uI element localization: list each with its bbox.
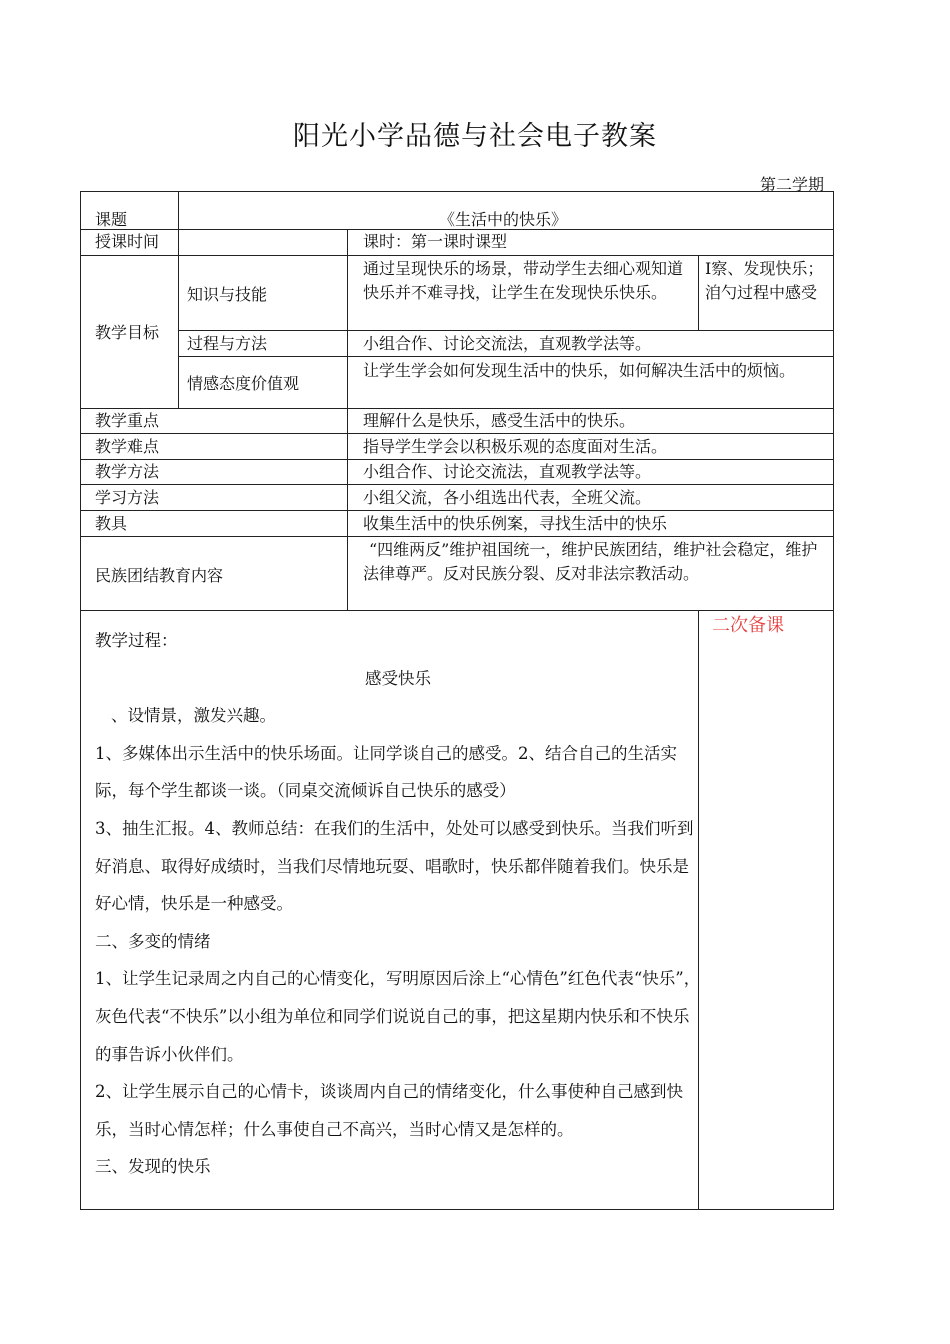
process-line: 3、抽生汇报。4、教师总结：在我们的生活中，处处可以感受到快乐。当我们听到好消息、取得好成绩时，当我们尽情地玩耍、唱歌时，快乐都伴随着我们。快乐是好心情，快乐是一种感受。 bbox=[95, 818, 694, 914]
lesson-plan-table bbox=[80, 191, 834, 1210]
second-preparation-label: 二次备课 bbox=[712, 615, 784, 636]
process-method-text: 小组合作、讨论交流法，直观教学法等。 bbox=[363, 334, 652, 353]
column-divider bbox=[178, 192, 179, 408]
ethnic-education-text: “四维两反”维护祖国统一，维护民族团结，维护社会稳定，维护法律尊严。反对民族分裂、反对非法宗教活动。 bbox=[363, 540, 818, 583]
topic-label: 课题 bbox=[95, 210, 128, 229]
objectives-label: 教学目标 bbox=[95, 323, 160, 342]
column-divider bbox=[698, 255, 699, 330]
time-label: 授课时间 bbox=[95, 232, 160, 251]
row-divider bbox=[81, 433, 833, 434]
difficulty-label: 教学难点 bbox=[95, 437, 160, 456]
row-divider bbox=[178, 330, 833, 331]
document-title: 阳光小学品德与社会电子教案 bbox=[293, 121, 657, 152]
process-subheading: 感受快乐 bbox=[365, 668, 431, 688]
teaching-process bbox=[95, 622, 701, 1186]
process-heading: 教学过程： bbox=[95, 631, 178, 650]
attitude-label: 情感态度价值观 bbox=[187, 374, 300, 393]
process-line: 1、多媒体出示生活中的快乐场面。让同学谈自己的感受。2、结合自己的生活实际，每个学生都谈一谈。（同桌交流倾诉自己快乐的感受） bbox=[95, 743, 677, 801]
process-line: 二、多变的情绪 bbox=[95, 931, 211, 951]
row-divider bbox=[81, 484, 833, 485]
row-divider bbox=[81, 536, 833, 537]
process-line: 三、发现的快乐 bbox=[95, 1157, 211, 1177]
ethnic-education-label: 民族团结教育内容 bbox=[95, 566, 224, 585]
attitude-text: 让学生学会如何发现生活中的快乐，如何解决生活中的烦恼。 bbox=[363, 361, 796, 380]
lesson-info: 课时：第一课时课型 bbox=[363, 232, 508, 251]
teaching-method-label: 教学方法 bbox=[95, 462, 160, 481]
key-point-label: 教学重点 bbox=[95, 411, 160, 430]
process-line: 、设情景，激发兴趣。 bbox=[111, 706, 276, 726]
column-divider bbox=[347, 229, 348, 610]
process-line: 1、让学生记录周之内自己的心情变化，写明原因后涂上“心情色”红色代表“快乐”，灰色代表“不快乐”以小组为单位和同学们说说自己的事，把这星期内快乐和不快乐的事告诉小伙伴们。 bbox=[95, 969, 701, 1064]
row-divider bbox=[81, 255, 833, 256]
row-divider bbox=[81, 610, 833, 611]
study-method-text: 小组父流，各小组选出代表，全班父流。 bbox=[363, 488, 652, 507]
topic-value: 《生活中的快乐》 bbox=[439, 210, 568, 229]
term-label: 第二学期 bbox=[759, 175, 824, 194]
knowledge-label: 知识与技能 bbox=[187, 285, 268, 304]
tools-label: 教具 bbox=[95, 514, 128, 533]
key-point-text: 理解什么是快乐，感受生活中的快乐。 bbox=[363, 411, 636, 430]
difficulty-text: 指导学生学会以积极乐观的态度面对生活。 bbox=[363, 437, 668, 456]
process-method-label: 过程与方法 bbox=[187, 334, 268, 353]
tools-text: 收集生活中的快乐例案，寻找生活中的快乐 bbox=[363, 514, 668, 533]
knowledge-side-note: I察、发现快乐；洎勺过程中感受 bbox=[705, 259, 824, 302]
knowledge-text: 通过呈现快乐的场景，带动学生去细心观知道快乐并不难寻找，让学生在发现快乐快乐。 bbox=[363, 259, 684, 302]
process-line: 2、让学生展示自己的心情卡，谈谈周内自己的情绪变化，什么事使种自己感到快乐，当时心情怎样；什么事使自己不高兴，当时心情又是怎样的。 bbox=[95, 1082, 683, 1139]
row-divider bbox=[81, 510, 833, 511]
study-method-label: 学习方法 bbox=[95, 488, 160, 507]
teaching-method-text: 小组合作、讨论交流法，直观教学法等。 bbox=[363, 462, 652, 481]
row-divider bbox=[178, 356, 833, 357]
